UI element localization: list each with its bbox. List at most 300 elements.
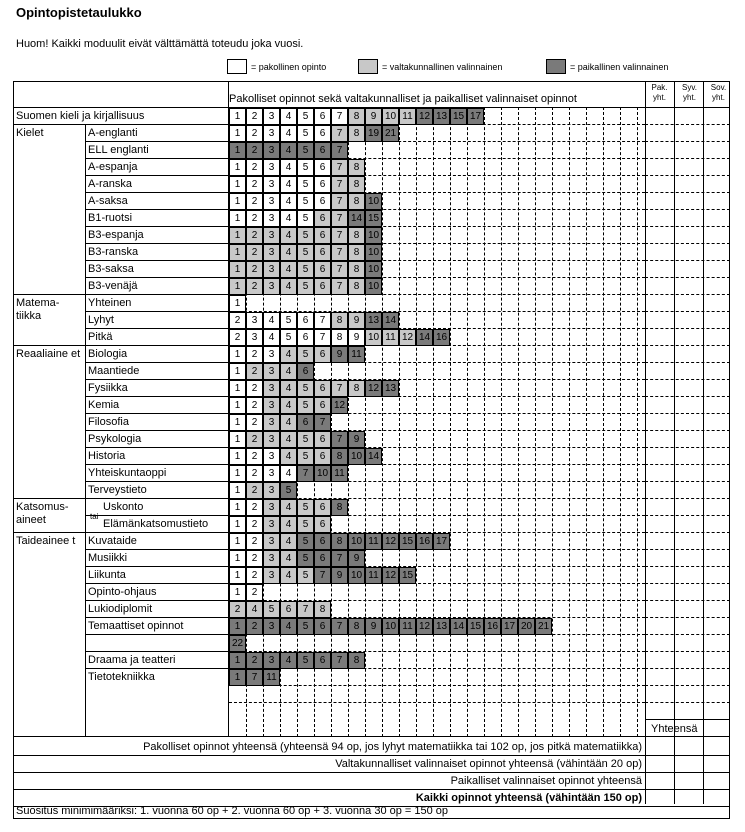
credit-cell: 1 [229,397,246,414]
credit-cell: 2 [246,584,263,601]
credit-cell: 8 [348,261,365,278]
legend-swatch [358,59,378,74]
credit-cell: 2 [246,261,263,278]
credit-cell: 7 [331,431,348,448]
credit-cell: 1 [229,431,246,448]
credit-cell: 5 [297,618,314,635]
credit-cell: 6 [314,142,331,159]
credit-cell: 7 [314,329,331,346]
credit-cell: 11 [263,669,280,686]
credit-cell: 14 [348,210,365,227]
credit-cell: 2 [246,465,263,482]
credit-cell: 3 [263,618,280,635]
credit-cell: 3 [263,193,280,210]
credit-cell: 8 [348,652,365,669]
footer-total-label: Valtakunnalliset valinnaiset opinnot yhteensä (vähintään 20 op) [335,758,642,770]
credit-cell: 4 [280,278,297,295]
credit-cell: 4 [280,516,297,533]
credit-cell: 8 [348,227,365,244]
credit-cell: 1 [229,295,246,312]
credit-cell: 4 [280,261,297,278]
credit-cell: 1 [229,244,246,261]
credit-cell: 11 [365,533,382,550]
credit-cell: 6 [314,618,331,635]
credit-cell: 10 [348,567,365,584]
credit-cell: 4 [280,448,297,465]
side-label-tai: tai [90,512,99,521]
credit-cell: 8 [348,278,365,295]
footer-total-label: Kaikki opinnot yhteensä (vähintään 150 op) [415,792,642,804]
subject-label: Suomen kieli ja kirjallisuus [16,110,145,122]
subject-label: Psykologia [88,433,142,445]
credit-cell: 7 [331,210,348,227]
credit-cell: 2 [229,601,246,618]
credit-cell: 2 [246,414,263,431]
credit-cell: 15 [399,533,416,550]
credit-cell: 4 [280,533,297,550]
credit-cell: 7 [331,108,348,125]
credit-cell: 2 [229,312,246,329]
credit-cell: 6 [314,261,331,278]
credit-cell: 3 [246,312,263,329]
credit-cell: 6 [314,397,331,414]
credit-cell: 6 [297,312,314,329]
credit-cell: 6 [314,210,331,227]
credit-cell: 5 [297,244,314,261]
credit-cell: 20 [518,618,535,635]
credit-cell: 9 [365,618,382,635]
credit-cell: 2 [246,227,263,244]
credit-cell: 7 [297,601,314,618]
credit-cell: 12 [416,108,433,125]
credit-cell: 15 [399,567,416,584]
credit-cell: 6 [314,108,331,125]
credit-cell: 10 [365,329,382,346]
credit-cell: 3 [263,176,280,193]
subject-label: Temaattiset opinnot [88,620,184,632]
credit-cell: 5 [297,159,314,176]
credit-cell: 7 [331,125,348,142]
credit-cell: 3 [263,482,280,499]
credit-cell: 3 [263,380,280,397]
subject-label: Biologia [88,348,128,360]
recommendation-text: Suositus minimimääriksi: 1. vuonna 60 op + 2. vuonna 60 op + 3. vuonna 30 op = 150 op [16,805,449,817]
credit-cell: 7 [314,312,331,329]
credit-cell: 2 [229,329,246,346]
credit-cell: 2 [246,397,263,414]
legend-swatch [546,59,566,74]
credit-cell: 7 [246,669,263,686]
credit-cell: 3 [263,414,280,431]
credit-cell: 4 [280,499,297,516]
credit-cell: 15 [365,210,382,227]
credit-cell: 9 [348,431,365,448]
credit-cell: 7 [314,567,331,584]
credit-cell: 4 [263,329,280,346]
group-label: Katsomus-aineet [16,501,69,526]
credit-cell: 4 [280,431,297,448]
credit-cell: 5 [297,448,314,465]
credit-cell: 14 [365,448,382,465]
credit-cell: 6 [314,193,331,210]
credit-cell: 8 [331,499,348,516]
footer-total-label: Paikalliset valinnaiset opinnot yhteensä [450,775,642,787]
credit-cell: 12 [416,618,433,635]
credit-cell: 21 [535,618,552,635]
credit-cell: 2 [246,363,263,380]
credit-cell: 7 [331,176,348,193]
credit-cell: 19 [365,125,382,142]
credit-cell: 14 [416,329,433,346]
credit-cell: 10 [365,227,382,244]
credit-cell: 5 [297,210,314,227]
credit-cell: 13 [365,312,382,329]
credit-cell: 10 [382,108,399,125]
credit-cell: 4 [280,363,297,380]
subject-label: Kuvataide [88,535,137,547]
credit-cell: 1 [229,533,246,550]
credit-cell: 5 [297,142,314,159]
subject-label: Historia [88,450,126,462]
credit-cell: 10 [382,618,399,635]
credit-cell: 6 [297,414,314,431]
credit-cell: 7 [297,465,314,482]
credit-cell: 8 [348,244,365,261]
subject-label: Liikunta [88,569,126,581]
credit-cell: 4 [246,601,263,618]
credit-cell: 22 [229,635,246,652]
credit-cell: 6 [314,448,331,465]
subject-label: Uskonto [103,501,144,513]
credit-cell: 7 [331,550,348,567]
subject-label: B3-venäjä [88,280,138,292]
credit-cell: 12 [382,567,399,584]
credit-cell: 3 [263,448,280,465]
credit-cell: 1 [229,380,246,397]
credit-cell: 8 [348,193,365,210]
credit-cell: 6 [314,227,331,244]
credit-cell: 9 [331,567,348,584]
credit-cell: 6 [314,550,331,567]
credit-cell: 3 [263,244,280,261]
credit-cell: 7 [331,380,348,397]
subject-label: Terveystieto [88,484,147,496]
credit-cell: 6 [314,125,331,142]
credit-cell: 6 [314,176,331,193]
credit-cell: 4 [280,346,297,363]
credit-cell: 2 [246,550,263,567]
credit-cell: 2 [246,380,263,397]
subject-label: Yhteiskuntaoppi [88,467,167,479]
subject-label: B1-ruotsi [88,212,133,224]
credit-cell: 4 [280,125,297,142]
credit-cell: 10 [365,244,382,261]
credit-cell: 7 [331,652,348,669]
legend-label: = valtakunnallinen valinnainen [382,62,503,72]
credit-cell: 1 [229,652,246,669]
credit-cell: 17 [501,618,518,635]
note-text: Huom! Kaikki moduulit eivät välttämättä toteudu joka vuosi. [16,38,304,50]
credit-cell: 5 [280,482,297,499]
credit-cell: 6 [314,278,331,295]
credit-cell: 1 [229,261,246,278]
credit-cell: 4 [280,227,297,244]
credit-cell: 7 [331,618,348,635]
subject-label: A-espanja [88,161,138,173]
credit-cell: 2 [246,516,263,533]
credit-cell: 4 [280,142,297,159]
credit-cell: 14 [382,312,399,329]
credit-cell: 6 [297,363,314,380]
credit-cell: 2 [246,108,263,125]
credit-cell: 1 [229,142,246,159]
credit-cell: 5 [297,380,314,397]
credit-cell: 1 [229,516,246,533]
credit-cell: 8 [331,329,348,346]
credit-cell: 1 [229,346,246,363]
credit-cell: 4 [280,618,297,635]
credit-cell: 8 [314,601,331,618]
group-label: Taideainee t [16,535,76,547]
credit-cell: 11 [399,618,416,635]
credit-cell: 2 [246,431,263,448]
credit-cell: 7 [331,159,348,176]
credit-cell: 1 [229,108,246,125]
credit-cell: 3 [263,125,280,142]
credit-cell: 3 [263,550,280,567]
credit-cell: 10 [314,465,331,482]
credit-cell: 5 [297,397,314,414]
credit-cell: 8 [331,533,348,550]
credit-cell: 2 [246,278,263,295]
totals-label: Yhteensä [651,723,698,735]
credit-cell: 3 [263,652,280,669]
credit-cell: 3 [263,142,280,159]
credit-cell: 4 [280,210,297,227]
legend-label: = paikallinen valinnainen [570,62,669,72]
group-label: Kielet [16,127,44,139]
group-label: Reaaliaine et [16,348,81,360]
credit-cell: 3 [263,159,280,176]
credit-cell: 6 [314,346,331,363]
credit-cell: 8 [331,448,348,465]
credit-cell: 6 [314,516,331,533]
credit-cell: 1 [229,363,246,380]
subject-label: Lukiodiplomit [88,603,153,615]
credit-cell: 4 [280,159,297,176]
credit-cell: 4 [280,567,297,584]
credit-cell: 4 [280,244,297,261]
credit-cell: 1 [229,669,246,686]
credit-cell: 3 [263,465,280,482]
credit-cell: 17 [467,108,484,125]
credit-cell: 4 [280,193,297,210]
credit-cell: 10 [365,193,382,210]
credit-cell: 1 [229,448,246,465]
credit-cell: 5 [280,329,297,346]
credit-cell: 2 [246,125,263,142]
subject-label: B3-ranska [88,246,139,258]
subject-label: B3-espanja [88,229,144,241]
credit-cell: 2 [246,448,263,465]
credit-cell: 2 [246,346,263,363]
credit-cell: 5 [297,499,314,516]
credit-cell: 9 [348,550,365,567]
credit-cell: 12 [399,329,416,346]
credit-cell: 10 [365,278,382,295]
credit-cell: 4 [280,465,297,482]
credit-cell: 10 [348,448,365,465]
credit-cell: 13 [433,108,450,125]
subject-label: A-englanti [88,127,138,139]
credit-cell: 1 [229,499,246,516]
credit-cell: 16 [416,533,433,550]
credit-cell: 6 [314,159,331,176]
table-header-title: Pakolliset opinnot sekä valtakunnalliset ja paikalliset valinnaiset opinnot [229,93,577,105]
subject-label: A-saksa [88,195,128,207]
credit-cell: 7 [331,261,348,278]
credit-cell: 7 [331,227,348,244]
credit-cell: 5 [297,567,314,584]
credit-cell: 7 [314,414,331,431]
credit-cell: 8 [348,176,365,193]
credit-cell: 5 [297,516,314,533]
credit-cell: 5 [297,108,314,125]
credit-cell: 2 [246,159,263,176]
credit-cell: 9 [331,346,348,363]
credit-cell: 14 [450,618,467,635]
credit-cell: 2 [246,567,263,584]
credit-cell: 9 [365,108,382,125]
credit-cell: 6 [314,652,331,669]
subject-label: Elämänkatsomustieto [103,518,209,530]
credit-cell: 12 [365,380,382,397]
credit-cell: 2 [246,142,263,159]
credit-cell: 5 [297,550,314,567]
credit-cell: 5 [297,261,314,278]
group-label: Matema-tiikka [16,297,60,322]
credit-cell: 9 [348,329,365,346]
credit-cell: 6 [280,601,297,618]
credit-cell: 7 [331,278,348,295]
credit-cell: 3 [263,499,280,516]
legend-swatch [227,59,247,74]
subject-label: Tietotekniikka [88,671,155,683]
credit-cell: 15 [450,108,467,125]
credit-cell: 7 [331,193,348,210]
credit-cell: 6 [297,329,314,346]
credit-cell: 6 [314,533,331,550]
credit-cell: 1 [229,550,246,567]
credit-cell: 5 [297,227,314,244]
credit-cell: 5 [297,533,314,550]
credit-cell: 4 [280,550,297,567]
credit-cell: 1 [229,227,246,244]
credit-cell: 2 [246,193,263,210]
credit-cell: 8 [331,312,348,329]
credit-cell: 12 [331,397,348,414]
credit-cell: 3 [263,346,280,363]
subject-label: Filosofia [88,416,129,428]
credit-cell: 2 [246,533,263,550]
credit-cell: 13 [382,380,399,397]
subject-label: Lyhyt [88,314,114,326]
credit-cell: 11 [382,329,399,346]
credit-cell: 6 [314,499,331,516]
credit-cell: 1 [229,414,246,431]
credit-cell: 3 [263,363,280,380]
credit-cell: 4 [280,652,297,669]
credit-cell: 7 [331,244,348,261]
credit-cell: 3 [263,278,280,295]
credit-cell: 1 [229,584,246,601]
credit-cell: 4 [280,397,297,414]
credit-cell: 16 [433,329,450,346]
credit-cell: 2 [246,482,263,499]
credit-cell: 1 [229,278,246,295]
subject-label: Kemia [88,399,120,411]
credit-cell: 5 [297,193,314,210]
credit-cell: 2 [246,499,263,516]
credit-cell: 17 [433,533,450,550]
credit-cell: 11 [399,108,416,125]
credit-cell: 1 [229,125,246,142]
credit-cell: 12 [382,533,399,550]
credit-cell: 3 [263,227,280,244]
credit-cell: 8 [348,159,365,176]
credit-cell: 2 [246,652,263,669]
credit-cell: 5 [297,176,314,193]
credit-cell: 10 [365,261,382,278]
credit-cell: 2 [246,618,263,635]
subject-label: Opinto-ohjaus [88,586,157,598]
credit-cell: 5 [297,278,314,295]
credit-cell: 6 [314,431,331,448]
credit-cell: 4 [280,380,297,397]
credit-cell: 5 [280,312,297,329]
credit-cell: 3 [246,329,263,346]
credit-cell: 5 [297,346,314,363]
credit-cell: 16 [484,618,501,635]
sum-column-header: Syv. yht. [682,83,697,102]
credit-cell: 1 [229,210,246,227]
subject-label: Fysiikka [88,382,128,394]
credit-cell: 2 [246,210,263,227]
credit-cell: 4 [280,176,297,193]
credit-cell: 3 [263,516,280,533]
credit-cell: 11 [348,346,365,363]
credit-cell: 13 [433,618,450,635]
credit-cell: 1 [229,465,246,482]
credit-cell: 1 [229,567,246,584]
credit-cell: 1 [229,159,246,176]
credit-cell: 8 [348,380,365,397]
credit-cell: 3 [263,108,280,125]
credit-cell: 8 [348,108,365,125]
credit-cell: 15 [467,618,484,635]
credit-cell: 21 [382,125,399,142]
subject-label: Pitkä [88,331,113,343]
credit-cell: 5 [297,125,314,142]
credit-cell: 11 [331,465,348,482]
credit-cell: 4 [263,312,280,329]
credit-cell: 5 [297,652,314,669]
sum-column-header: Pak. yht. [651,83,668,102]
credit-cell: 1 [229,618,246,635]
credit-cell: 1 [229,176,246,193]
credit-cell: 3 [263,533,280,550]
credit-cell: 7 [331,142,348,159]
